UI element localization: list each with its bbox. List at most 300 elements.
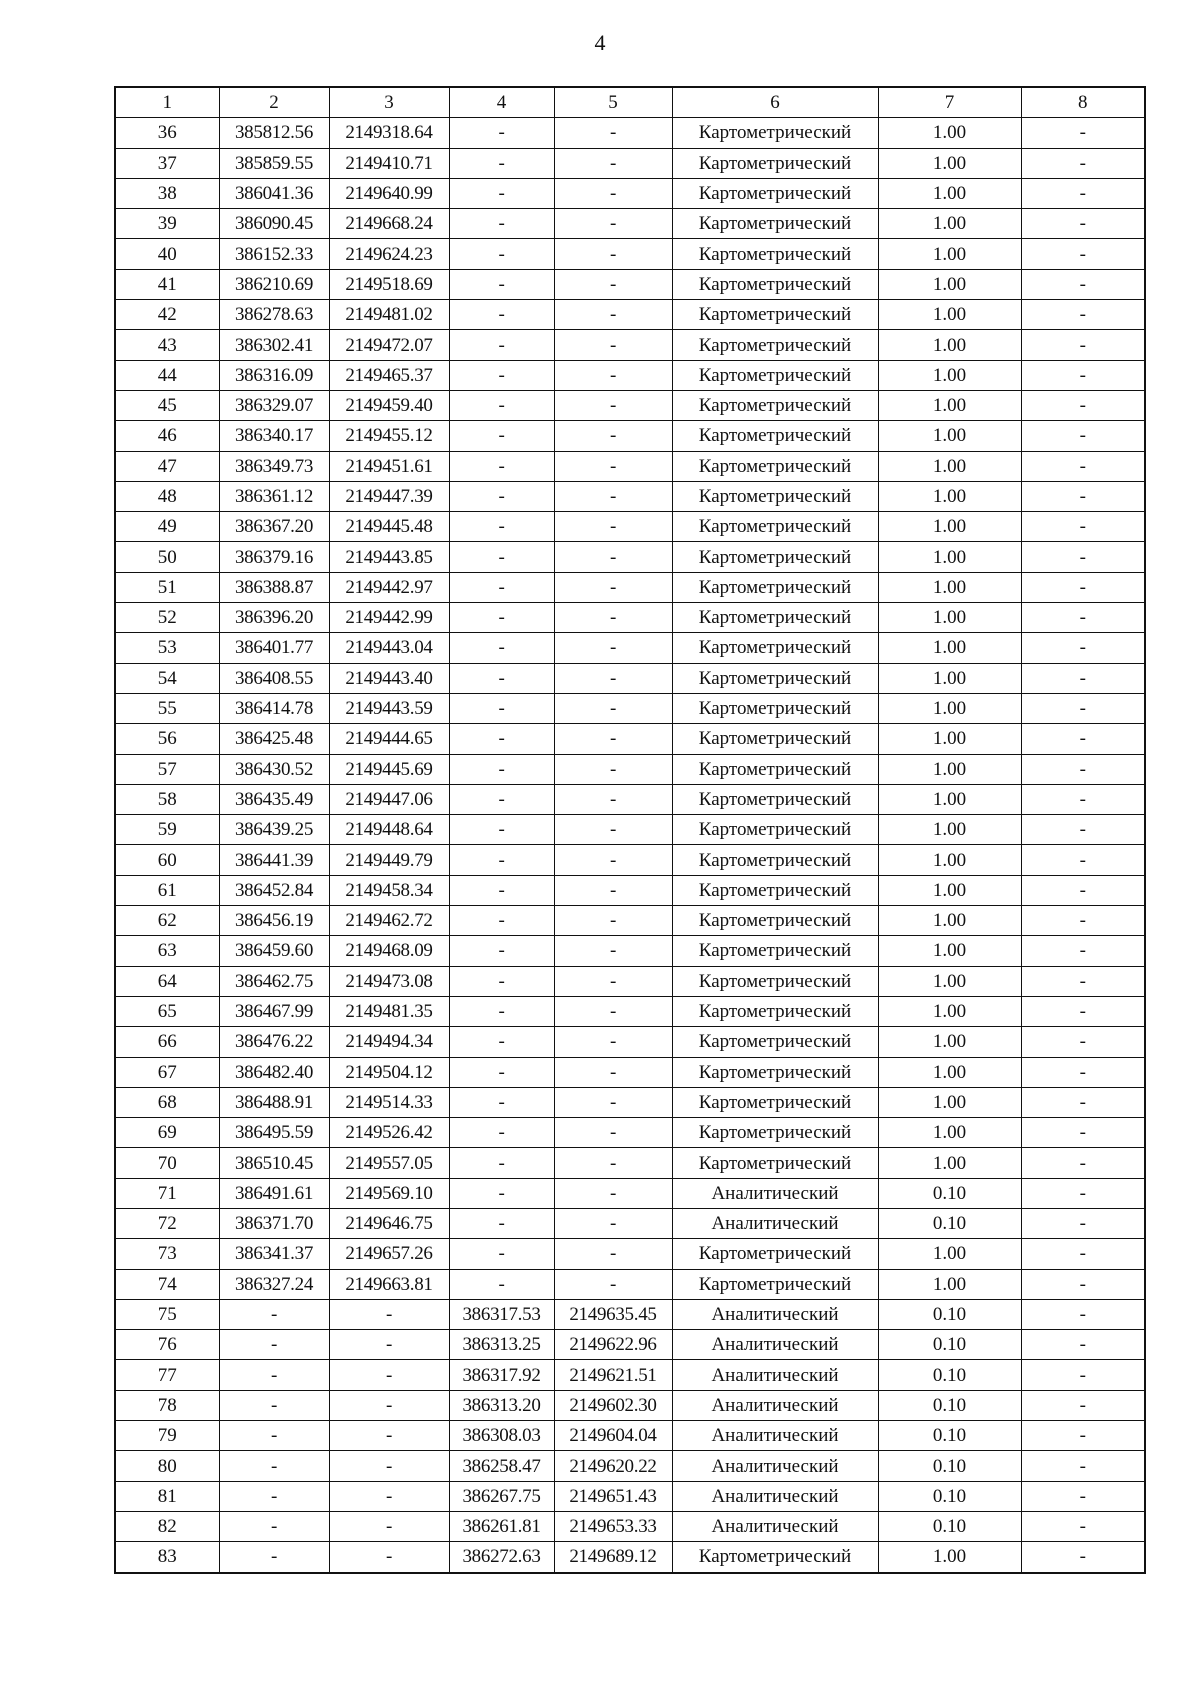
table-row [115,1057,1145,1087]
table-row [115,390,1145,420]
table-row [115,1148,1145,1178]
new-x-coordinate-cell: - [449,1178,554,1208]
point-number-cell: 45 [115,390,219,420]
new-x-coordinate-cell: - [449,239,554,269]
x-coordinate-cell: 386379.16 [219,542,329,572]
description-cell: - [1021,1390,1145,1420]
description-cell: - [1021,1481,1145,1511]
y-coordinate-cell: 2149445.69 [329,754,449,784]
method-cell: Картометрический [672,633,878,663]
method-cell: Картометрический [672,936,878,966]
accuracy-cell: 0.10 [878,1360,1021,1390]
description-cell: - [1021,936,1145,966]
x-coordinate-cell: 386278.63 [219,300,329,330]
table-row [115,906,1145,936]
y-coordinate-cell: - [329,1511,449,1541]
table-row [115,1087,1145,1117]
x-coordinate-cell: - [219,1451,329,1481]
new-y-coordinate-cell: - [554,300,672,330]
column-header-1: 1 [115,87,219,118]
table-row [115,966,1145,996]
description-cell: - [1021,1299,1145,1329]
y-coordinate-cell: 2149481.02 [329,300,449,330]
method-cell: Картометрический [672,1148,878,1178]
new-y-coordinate-cell: - [554,693,672,723]
accuracy-cell: 1.00 [878,269,1021,299]
new-y-coordinate-cell: - [554,421,672,451]
new-y-coordinate-cell: - [554,1269,672,1299]
y-coordinate-cell: 2149473.08 [329,966,449,996]
new-y-coordinate-cell: 2149622.96 [554,1330,672,1360]
new-x-coordinate-cell: - [449,845,554,875]
column-header-6: 6 [672,87,878,118]
point-number-cell: 77 [115,1360,219,1390]
table-row [115,572,1145,602]
method-cell: Картометрический [672,178,878,208]
description-cell: - [1021,178,1145,208]
accuracy-cell: 0.10 [878,1481,1021,1511]
new-x-coordinate-cell: 386313.20 [449,1390,554,1420]
new-y-coordinate-cell: - [554,906,672,936]
column-header-7: 7 [878,87,1021,118]
method-cell: Картометрический [672,239,878,269]
column-header-3: 3 [329,87,449,118]
table-row [115,1299,1145,1329]
new-x-coordinate-cell: - [449,1148,554,1178]
accuracy-cell: 1.00 [878,1148,1021,1178]
y-coordinate-cell: 2149668.24 [329,209,449,239]
y-coordinate-cell: 2149494.34 [329,1027,449,1057]
new-x-coordinate-cell: - [449,300,554,330]
accuracy-cell: 1.00 [878,451,1021,481]
new-y-coordinate-cell: 2149602.30 [554,1390,672,1420]
new-y-coordinate-cell: - [554,209,672,239]
x-coordinate-cell: 386495.59 [219,1118,329,1148]
accuracy-cell: 1.00 [878,209,1021,239]
method-cell: Аналитический [672,1360,878,1390]
point-number-cell: 70 [115,1148,219,1178]
accuracy-cell: 0.10 [878,1451,1021,1481]
x-coordinate-cell: - [219,1330,329,1360]
x-coordinate-cell: 386414.78 [219,693,329,723]
method-cell: Картометрический [672,512,878,542]
table-row [115,1451,1145,1481]
description-cell: - [1021,1421,1145,1451]
new-y-coordinate-cell: 2149651.43 [554,1481,672,1511]
x-coordinate-cell: 386090.45 [219,209,329,239]
table-header-row [115,87,1145,118]
description-cell: - [1021,1269,1145,1299]
method-cell: Картометрический [672,1239,878,1269]
table-row [115,481,1145,511]
accuracy-cell: 1.00 [878,118,1021,148]
description-cell: - [1021,1027,1145,1057]
accuracy-cell: 1.00 [878,1057,1021,1087]
method-cell: Картометрический [672,754,878,784]
method-cell: Картометрический [672,148,878,178]
method-cell: Аналитический [672,1421,878,1451]
point-number-cell: 82 [115,1511,219,1541]
x-coordinate-cell: 386401.77 [219,633,329,663]
point-number-cell: 57 [115,754,219,784]
description-cell: - [1021,481,1145,511]
table-body [115,118,1145,1573]
description-cell: - [1021,148,1145,178]
new-y-coordinate-cell: - [554,966,672,996]
x-coordinate-cell: 386349.73 [219,451,329,481]
page-number: 4 [594,30,606,55]
new-y-coordinate-cell: - [554,239,672,269]
new-y-coordinate-cell: 2149689.12 [554,1542,672,1573]
x-coordinate-cell: 385812.56 [219,118,329,148]
y-coordinate-cell: 2149557.05 [329,1148,449,1178]
description-cell: - [1021,1178,1145,1208]
table-row [115,784,1145,814]
y-coordinate-cell: - [329,1360,449,1390]
description-cell: - [1021,815,1145,845]
method-cell: Картометрический [672,1118,878,1148]
accuracy-cell: 1.00 [878,754,1021,784]
new-x-coordinate-cell: - [449,512,554,542]
new-x-coordinate-cell: - [449,1239,554,1269]
table-row [115,1178,1145,1208]
description-cell: - [1021,421,1145,451]
new-y-coordinate-cell: - [554,390,672,420]
table-row [115,693,1145,723]
new-y-coordinate-cell: - [554,1208,672,1238]
description-cell: - [1021,784,1145,814]
description-cell: - [1021,542,1145,572]
y-coordinate-cell: 2149526.42 [329,1118,449,1148]
new-y-coordinate-cell: - [554,1118,672,1148]
description-cell: - [1021,996,1145,1026]
accuracy-cell: 0.10 [878,1330,1021,1360]
x-coordinate-cell: 386476.22 [219,1027,329,1057]
x-coordinate-cell: 386482.40 [219,1057,329,1087]
y-coordinate-cell: 2149646.75 [329,1208,449,1238]
method-cell: Аналитический [672,1178,878,1208]
description-cell: - [1021,603,1145,633]
new-y-coordinate-cell: 2149635.45 [554,1299,672,1329]
new-x-coordinate-cell: - [449,118,554,148]
point-number-cell: 71 [115,1178,219,1208]
x-coordinate-cell: 386327.24 [219,1269,329,1299]
table-row [115,300,1145,330]
new-x-coordinate-cell: - [449,754,554,784]
x-coordinate-cell: 386367.20 [219,512,329,542]
new-x-coordinate-cell: 386258.47 [449,1451,554,1481]
table-row [115,239,1145,269]
x-coordinate-cell: 386462.75 [219,966,329,996]
new-y-coordinate-cell: - [554,330,672,360]
point-number-cell: 61 [115,875,219,905]
x-coordinate-cell: 386041.36 [219,178,329,208]
new-x-coordinate-cell: 386317.92 [449,1360,554,1390]
description-cell: - [1021,633,1145,663]
point-number-cell: 43 [115,330,219,360]
description-cell: - [1021,724,1145,754]
new-x-coordinate-cell: - [449,1208,554,1238]
y-coordinate-cell: - [329,1330,449,1360]
method-cell: Аналитический [672,1330,878,1360]
method-cell: Картометрический [672,209,878,239]
description-cell: - [1021,1208,1145,1238]
method-cell: Картометрический [672,815,878,845]
table-row [115,1330,1145,1360]
method-cell: Картометрический [672,1269,878,1299]
column-header-2: 2 [219,87,329,118]
x-coordinate-cell: 386491.61 [219,1178,329,1208]
y-coordinate-cell: 2149481.35 [329,996,449,1026]
table-row [115,936,1145,966]
new-y-coordinate-cell: - [554,724,672,754]
method-cell: Аналитический [672,1511,878,1541]
accuracy-cell: 1.00 [878,239,1021,269]
method-cell: Картометрический [672,118,878,148]
point-number-cell: 52 [115,603,219,633]
y-coordinate-cell: 2149447.06 [329,784,449,814]
point-number-cell: 76 [115,1330,219,1360]
method-cell: Картометрический [672,360,878,390]
y-coordinate-cell: 2149451.61 [329,451,449,481]
description-cell: - [1021,1511,1145,1541]
point-number-cell: 81 [115,1481,219,1511]
x-coordinate-cell: 386488.91 [219,1087,329,1117]
new-y-coordinate-cell: - [554,360,672,390]
x-coordinate-cell: 386341.37 [219,1239,329,1269]
method-cell: Картометрический [672,1057,878,1087]
method-cell: Картометрический [672,1542,878,1573]
new-x-coordinate-cell: - [449,1057,554,1087]
accuracy-cell: 1.00 [878,1542,1021,1573]
method-cell: Аналитический [672,1299,878,1329]
new-y-coordinate-cell: 2149653.33 [554,1511,672,1541]
point-number-cell: 83 [115,1542,219,1573]
method-cell: Картометрический [672,542,878,572]
y-coordinate-cell: 2149443.85 [329,542,449,572]
description-cell: - [1021,572,1145,602]
new-y-coordinate-cell: - [554,572,672,602]
accuracy-cell: 1.00 [878,330,1021,360]
point-number-cell: 72 [115,1208,219,1238]
method-cell: Картометрический [672,269,878,299]
point-number-cell: 65 [115,996,219,1026]
point-number-cell: 46 [115,421,219,451]
new-x-coordinate-cell: - [449,330,554,360]
accuracy-cell: 1.00 [878,815,1021,845]
method-cell: Картометрический [672,421,878,451]
new-x-coordinate-cell: - [449,209,554,239]
y-coordinate-cell: 2149443.04 [329,633,449,663]
new-x-coordinate-cell: - [449,481,554,511]
point-number-cell: 40 [115,239,219,269]
accuracy-cell: 1.00 [878,421,1021,451]
point-number-cell: 60 [115,845,219,875]
y-coordinate-cell: 2149443.59 [329,693,449,723]
new-x-coordinate-cell: - [449,724,554,754]
new-x-coordinate-cell: - [449,603,554,633]
table-row [115,421,1145,451]
y-coordinate-cell: 2149569.10 [329,1178,449,1208]
method-cell: Картометрический [672,693,878,723]
point-number-cell: 68 [115,1087,219,1117]
method-cell: Картометрический [672,1087,878,1117]
new-x-coordinate-cell: 386272.63 [449,1542,554,1573]
y-coordinate-cell: 2149472.07 [329,330,449,360]
description-cell: - [1021,906,1145,936]
new-y-coordinate-cell: - [554,148,672,178]
y-coordinate-cell: 2149465.37 [329,360,449,390]
new-x-coordinate-cell: - [449,633,554,663]
x-coordinate-cell: 386439.25 [219,815,329,845]
new-x-coordinate-cell: 386317.53 [449,1299,554,1329]
new-x-coordinate-cell: - [449,451,554,481]
accuracy-cell: 1.00 [878,906,1021,936]
new-x-coordinate-cell: - [449,269,554,299]
accuracy-cell: 1.00 [878,178,1021,208]
y-coordinate-cell: 2149518.69 [329,269,449,299]
accuracy-cell: 0.10 [878,1208,1021,1238]
new-x-coordinate-cell: - [449,966,554,996]
method-cell: Аналитический [672,1390,878,1420]
description-cell: - [1021,754,1145,784]
accuracy-cell: 1.00 [878,360,1021,390]
point-number-cell: 47 [115,451,219,481]
x-coordinate-cell: 386459.60 [219,936,329,966]
description-cell: - [1021,1118,1145,1148]
x-coordinate-cell: - [219,1481,329,1511]
accuracy-cell: 1.00 [878,572,1021,602]
new-y-coordinate-cell: - [554,1178,672,1208]
table-row [115,1511,1145,1541]
accuracy-cell: 1.00 [878,875,1021,905]
description-cell: - [1021,390,1145,420]
x-coordinate-cell: 386452.84 [219,875,329,905]
description-cell: - [1021,360,1145,390]
new-x-coordinate-cell: - [449,815,554,845]
accuracy-cell: 1.00 [878,300,1021,330]
accuracy-cell: 1.00 [878,1087,1021,1117]
new-x-coordinate-cell: - [449,390,554,420]
accuracy-cell: 1.00 [878,390,1021,420]
y-coordinate-cell: - [329,1481,449,1511]
new-x-coordinate-cell: 386267.75 [449,1481,554,1511]
y-coordinate-cell: 2149624.23 [329,239,449,269]
new-x-coordinate-cell: 386308.03 [449,1421,554,1451]
x-coordinate-cell: 386510.45 [219,1148,329,1178]
y-coordinate-cell: 2149514.33 [329,1087,449,1117]
table-row [115,360,1145,390]
description-cell: - [1021,1542,1145,1573]
accuracy-cell: 0.10 [878,1511,1021,1541]
y-coordinate-cell: 2149640.99 [329,178,449,208]
new-y-coordinate-cell: - [554,663,672,693]
y-coordinate-cell: - [329,1421,449,1451]
point-number-cell: 73 [115,1239,219,1269]
y-coordinate-cell: 2149462.72 [329,906,449,936]
table-row [115,633,1145,663]
y-coordinate-cell: 2149657.26 [329,1239,449,1269]
new-x-coordinate-cell: - [449,542,554,572]
y-coordinate-cell: 2149468.09 [329,936,449,966]
method-cell: Картометрический [672,390,878,420]
method-cell: Картометрический [672,875,878,905]
new-x-coordinate-cell: - [449,1269,554,1299]
table-row [115,512,1145,542]
description-cell: - [1021,693,1145,723]
point-number-cell: 62 [115,906,219,936]
new-x-coordinate-cell: - [449,421,554,451]
new-x-coordinate-cell: - [449,996,554,1026]
table-row [115,1027,1145,1057]
y-coordinate-cell: 2149443.40 [329,663,449,693]
column-header-4: 4 [449,87,554,118]
x-coordinate-cell: 386441.39 [219,845,329,875]
point-number-cell: 69 [115,1118,219,1148]
description-cell: - [1021,300,1145,330]
x-coordinate-cell: 386430.52 [219,754,329,784]
accuracy-cell: 1.00 [878,966,1021,996]
new-y-coordinate-cell: - [554,1027,672,1057]
table-row [115,724,1145,754]
y-coordinate-cell: 2149459.40 [329,390,449,420]
y-coordinate-cell: - [329,1451,449,1481]
new-x-coordinate-cell: - [449,148,554,178]
new-y-coordinate-cell: - [554,845,672,875]
x-coordinate-cell: 386467.99 [219,996,329,1026]
table-row [115,1118,1145,1148]
y-coordinate-cell: 2149449.79 [329,845,449,875]
method-cell: Картометрический [672,603,878,633]
new-x-coordinate-cell: - [449,1118,554,1148]
description-cell: - [1021,1057,1145,1087]
new-y-coordinate-cell: 2149604.04 [554,1421,672,1451]
method-cell: Картометрический [672,1027,878,1057]
description-cell: - [1021,239,1145,269]
y-coordinate-cell: - [329,1542,449,1573]
point-number-cell: 54 [115,663,219,693]
point-number-cell: 39 [115,209,219,239]
description-cell: - [1021,1360,1145,1390]
method-cell: Картометрический [672,996,878,1026]
new-x-coordinate-cell: - [449,1087,554,1117]
table-row [115,1421,1145,1451]
new-y-coordinate-cell: 2149620.22 [554,1451,672,1481]
method-cell: Картометрический [672,784,878,814]
accuracy-cell: 1.00 [878,724,1021,754]
accuracy-cell: 0.10 [878,1299,1021,1329]
y-coordinate-cell: 2149447.39 [329,481,449,511]
accuracy-cell: 1.00 [878,1269,1021,1299]
table-row [115,1269,1145,1299]
y-coordinate-cell: 2149445.48 [329,512,449,542]
table-row [115,178,1145,208]
point-number-cell: 50 [115,542,219,572]
description-cell: - [1021,663,1145,693]
new-y-coordinate-cell: - [554,512,672,542]
accuracy-cell: 1.00 [878,481,1021,511]
new-y-coordinate-cell: - [554,178,672,208]
accuracy-cell: 1.00 [878,845,1021,875]
table-row [115,845,1145,875]
new-y-coordinate-cell: - [554,875,672,905]
table-row [115,209,1145,239]
new-y-coordinate-cell: - [554,1057,672,1087]
point-number-cell: 38 [115,178,219,208]
accuracy-cell: 1.00 [878,663,1021,693]
x-coordinate-cell: - [219,1421,329,1451]
description-cell: - [1021,451,1145,481]
